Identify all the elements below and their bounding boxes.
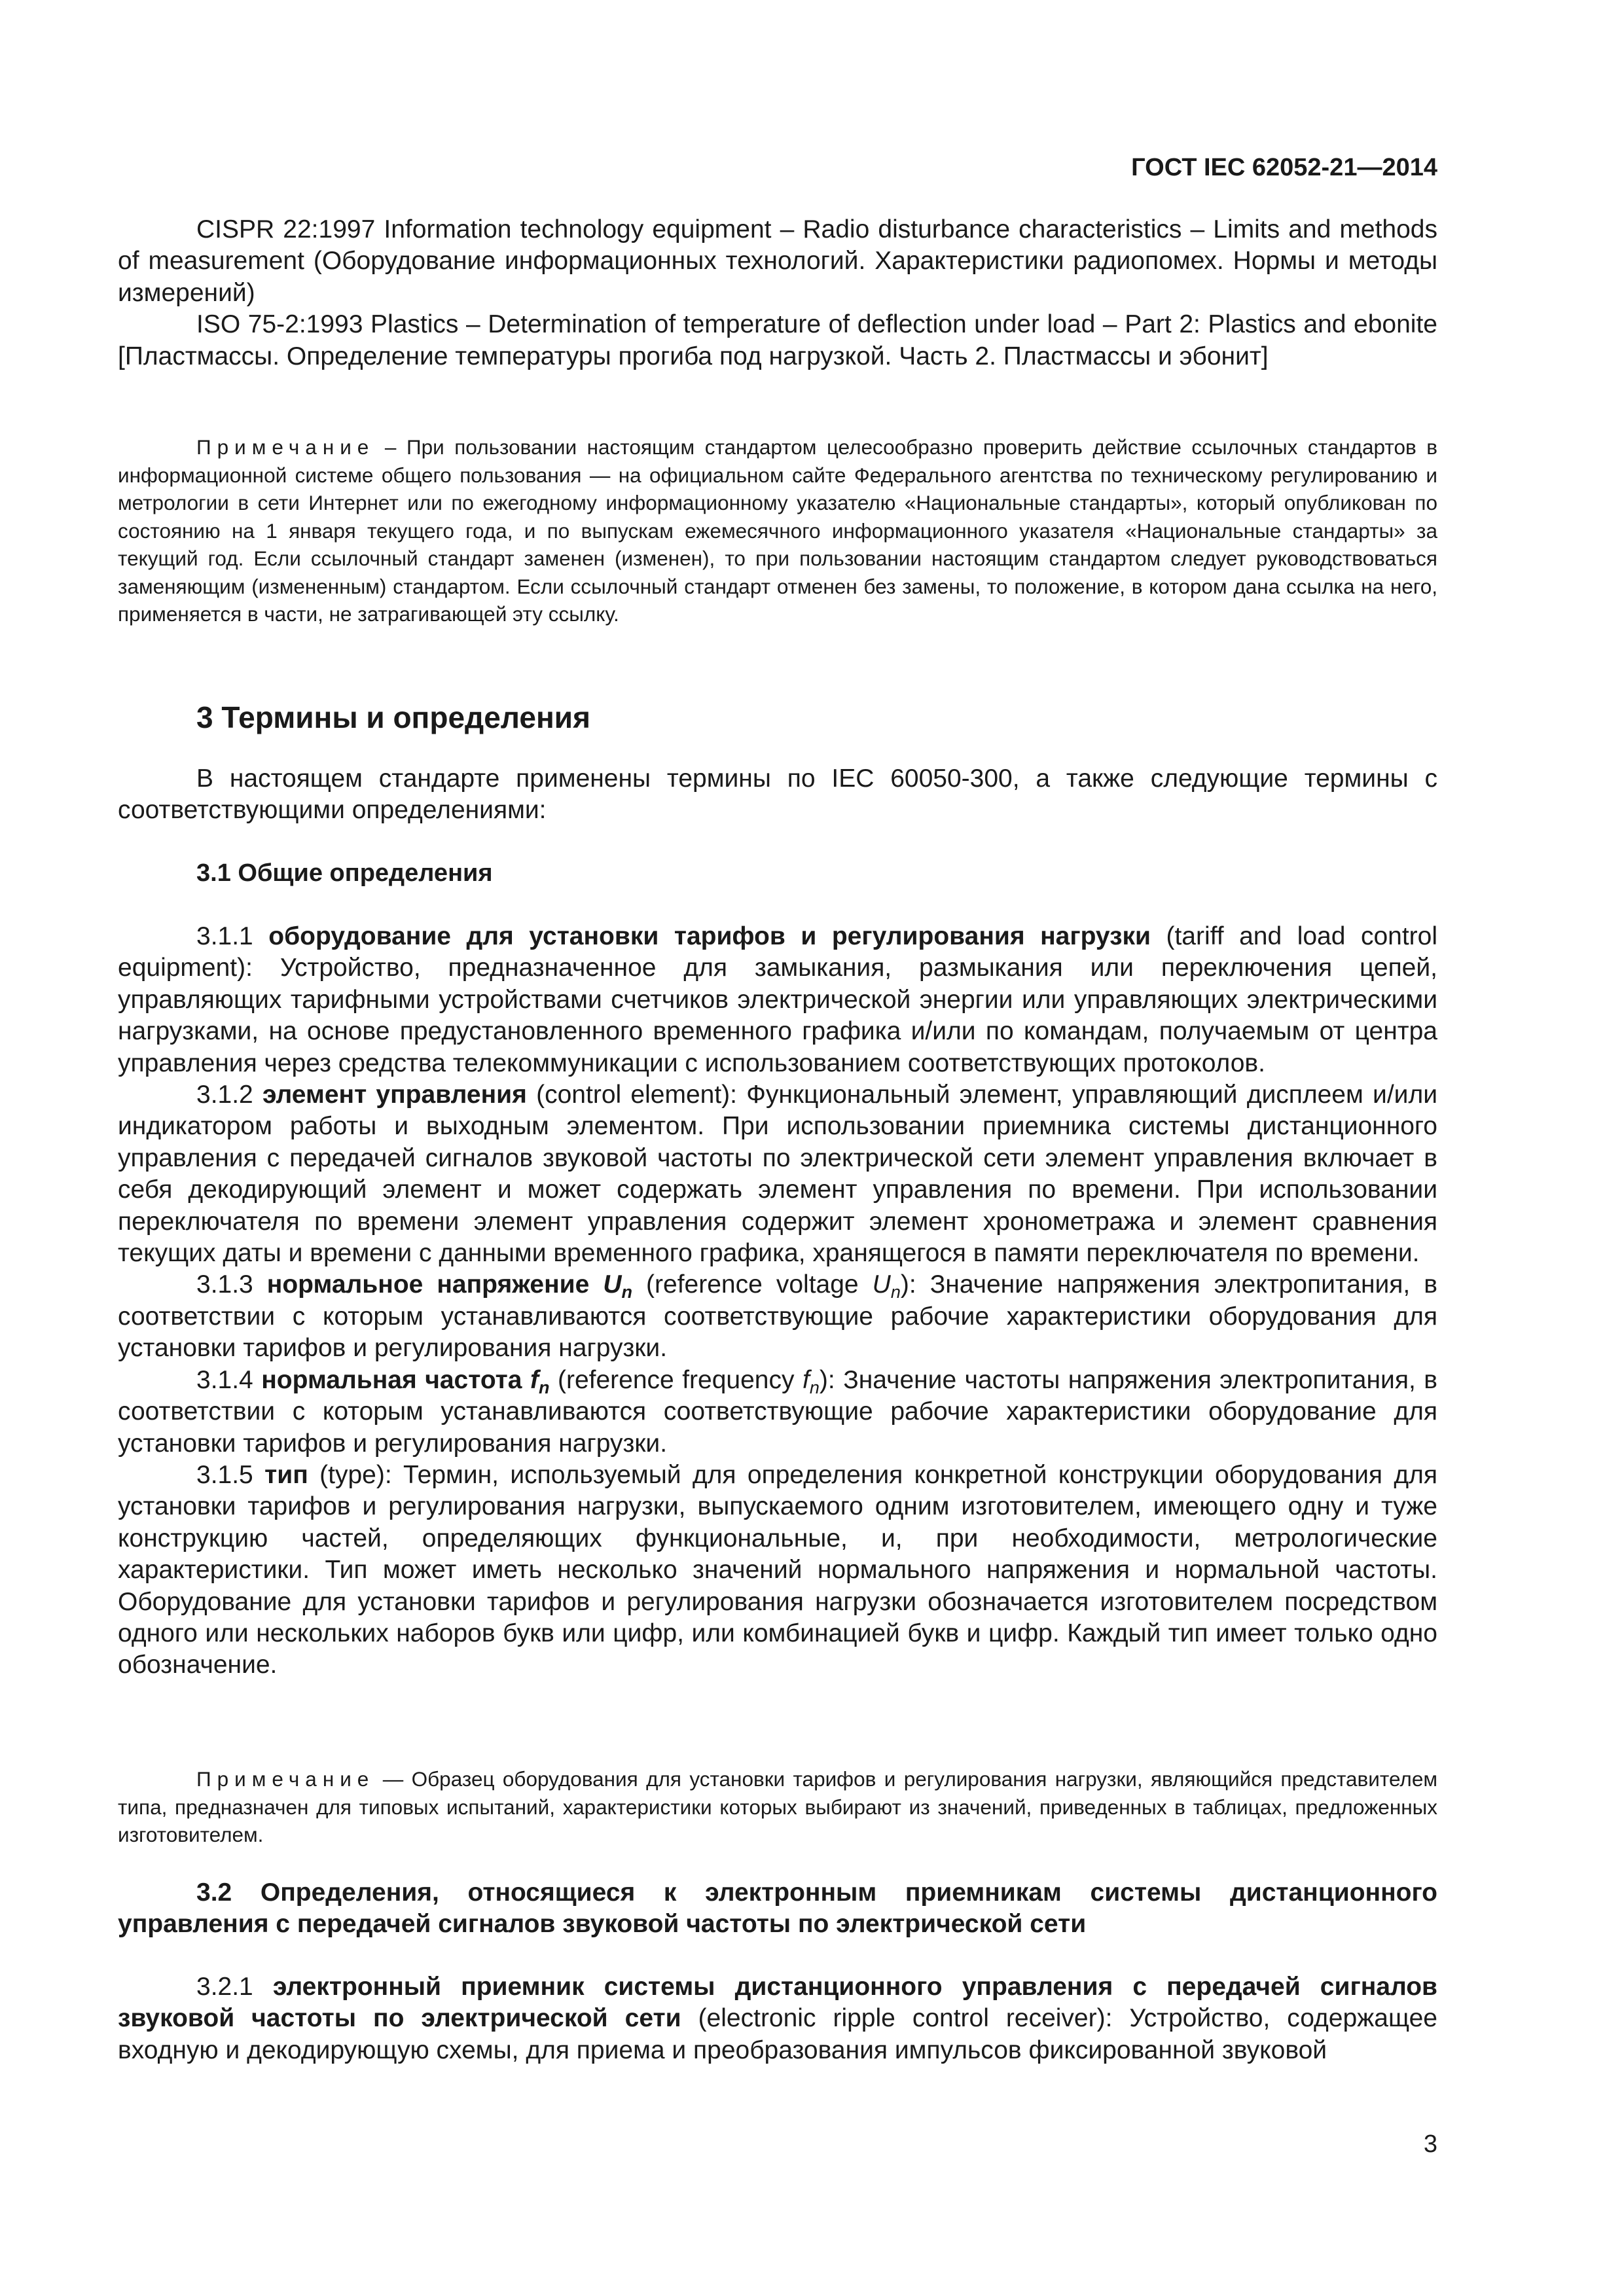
note-type [118, 1765, 1437, 1849]
term: нормальное напряжение [266, 1270, 604, 1299]
term: оборудование для установки тарифов и регулирования нагрузки [268, 922, 1151, 950]
section-title-terms: 3 Термины и определения [196, 700, 590, 734]
definition-3-2-1: 3.2.1 электронный приемник системы дистанционного управления с передачей сигналов звуковой частоты по электрической сети (electronic ripple control receiver): Устройство, содержащее входную и декодирующую схемы, для приема и преобразования импульсов фиксированной звуковой [118, 1973, 1437, 2064]
definition-3-1-3: 3.1.3 нормальное напряжение $U_n$ (reference voltage $U_n$): Значение напряжения электропитания, в соответствии с которым устанавливаются соответствующие рабочие характеристики оборудования для установки тарифов и регулирования нагрузки. [118, 1270, 1438, 1363]
subsection-title-general: 3.1 Общие определения [196, 859, 493, 887]
general-definitions [118, 921, 1437, 1681]
subsection-title-ripple: 3.2 Определения, относящиеся к электронным приемникам системы дистанционного управления с передачей сигналов звуковой частоты по электрической сети [118, 1878, 1437, 1939]
note-references [118, 433, 1437, 628]
ripple-definitions [118, 1971, 1437, 2066]
document-code: ГОСТ IEC 62052-21—2014 [1131, 154, 1437, 181]
reference-cispr: CISPR 22:1997 Information technology equipment – Radio disturbance characteristics – Limits and methods of measurement (Оборудование информационных технологий. Характеристики радиопомех. Нормы и методы измерений) [118, 215, 1437, 307]
reference-iso: ISO 75-2:1993 Plastics – Determination of temperature of deflection under load – Part 2: Plastics and ebonite [Пластмассы. Определение температуры прогиба под нагрузкой. Часть 2. Пластмассы и эбонит] [118, 310, 1437, 370]
term: тип [264, 1460, 308, 1489]
note-text: — Образец оборудования для установки тарифов и регулирования нагрузки, являющийся представителем типа, предназначен для типовых испытаний, характеристики которых выбирают из значений, приведенных в таблицах, предложенных изготовителем. [118, 1767, 1437, 1846]
definition-3-1-5: 3.1.5 тип (type): Термин, используемый для определения конкретной конструкции оборудования для установки тарифов и регулирования нагрузки, выпускаемого одним изготовителем, имеющего одну и туже конструкцию частей, определяющих функциональные, и, при необходимости, метрологические характеристики. Тип может иметь несколько значений нормального напряжения и нормальной частоты. Оборудование для установки тарифов и регулирования нагрузки обозначается изготовителем посредством одного или нескольких наборов букв или цифр, или комбинацией букв и цифр. Каждый тип имеет только одно обозначение. [118, 1460, 1437, 1679]
section-intro: В настоящем стандарте применены термины по IEC 60050-300, а также следующие термины с соответствующими определениями: [118, 764, 1437, 825]
term: электронный приемник системы дистанционного управления с передачей сигналов звуковой частоты по электрической сети [118, 1973, 1437, 2033]
definition-3-1-1: 3.1.1 оборудование для установки тарифов и регулирования нагрузки (tariff and load control equipment): Устройство, предназначенное для замыкания, размыкания или переключения цепей, управляющих тарифными устройствами счетчиков электрической энергии или управляющих электрическими нагрузками, на основе предустановленного временного графика и/или по командам, получаемым от центра управления через средства телекоммуникации с использованием соответствующих протоколов. [118, 922, 1438, 1077]
note-text: – При пользовании настоящим стандартом целесообразно проверить действие ссылочных стандартов в информационной системе общего пользования — на официальном сайте Федерального агентства по техническому регулированию и метрологии в сети Интернет или по ежегодному информационному указателю «Национальные стандарты», который опубликован по состоянию на 1 января текущего года, и по выпускам ежемесячного информационного указателя «Национальные стандарты» за текущий год. Если ссылочный стандарт заменен (изменен), то при пользовании настоящим стандартом следует руководствоваться заменяющим (измененным) стандартом. Если ссылочный стандарт отменен без замены, то положение, в котором дана ссылка на него, применяется в части, не затрагивающей эту ссылку. [118, 435, 1437, 626]
page-number: 3 [1423, 2130, 1437, 2158]
document-page [118, 0, 1437, 2296]
term: элемент управления [262, 1081, 527, 1109]
note-label: Примечание [196, 1767, 375, 1791]
definition-3-1-2: 3.1.2 элемент управления (control element): Функциональный элемент, управляющий дисплеем и/или индикатором работы и выходным элементом. При использовании приемника системы дистанционного управления с передачей сигналов звуковой частоты по электрической сети элемент управления включает в себя декодирующий элемент и может содержать элемент управления по времени. При использовании переключателя по времени элемент управления содержит элемент хронометража и элемент сравнения текущих даты и времени с данными временного графика, хранящегося в памяти переключателя по времени. [118, 1081, 1437, 1268]
normative-references [118, 214, 1437, 372]
definition-3-1-4: 3.1.4 нормальная частота $f_n$ (reference frequency $f_n$): Значение частоты напряжения электропитания, в соответствии с которым устанавливаются соответствующие рабочие характеристики оборудование для установки тарифов и регулирования нагрузки. [118, 1365, 1437, 1458]
note-label: Примечание [196, 435, 375, 459]
term: нормальная частота [261, 1365, 530, 1394]
